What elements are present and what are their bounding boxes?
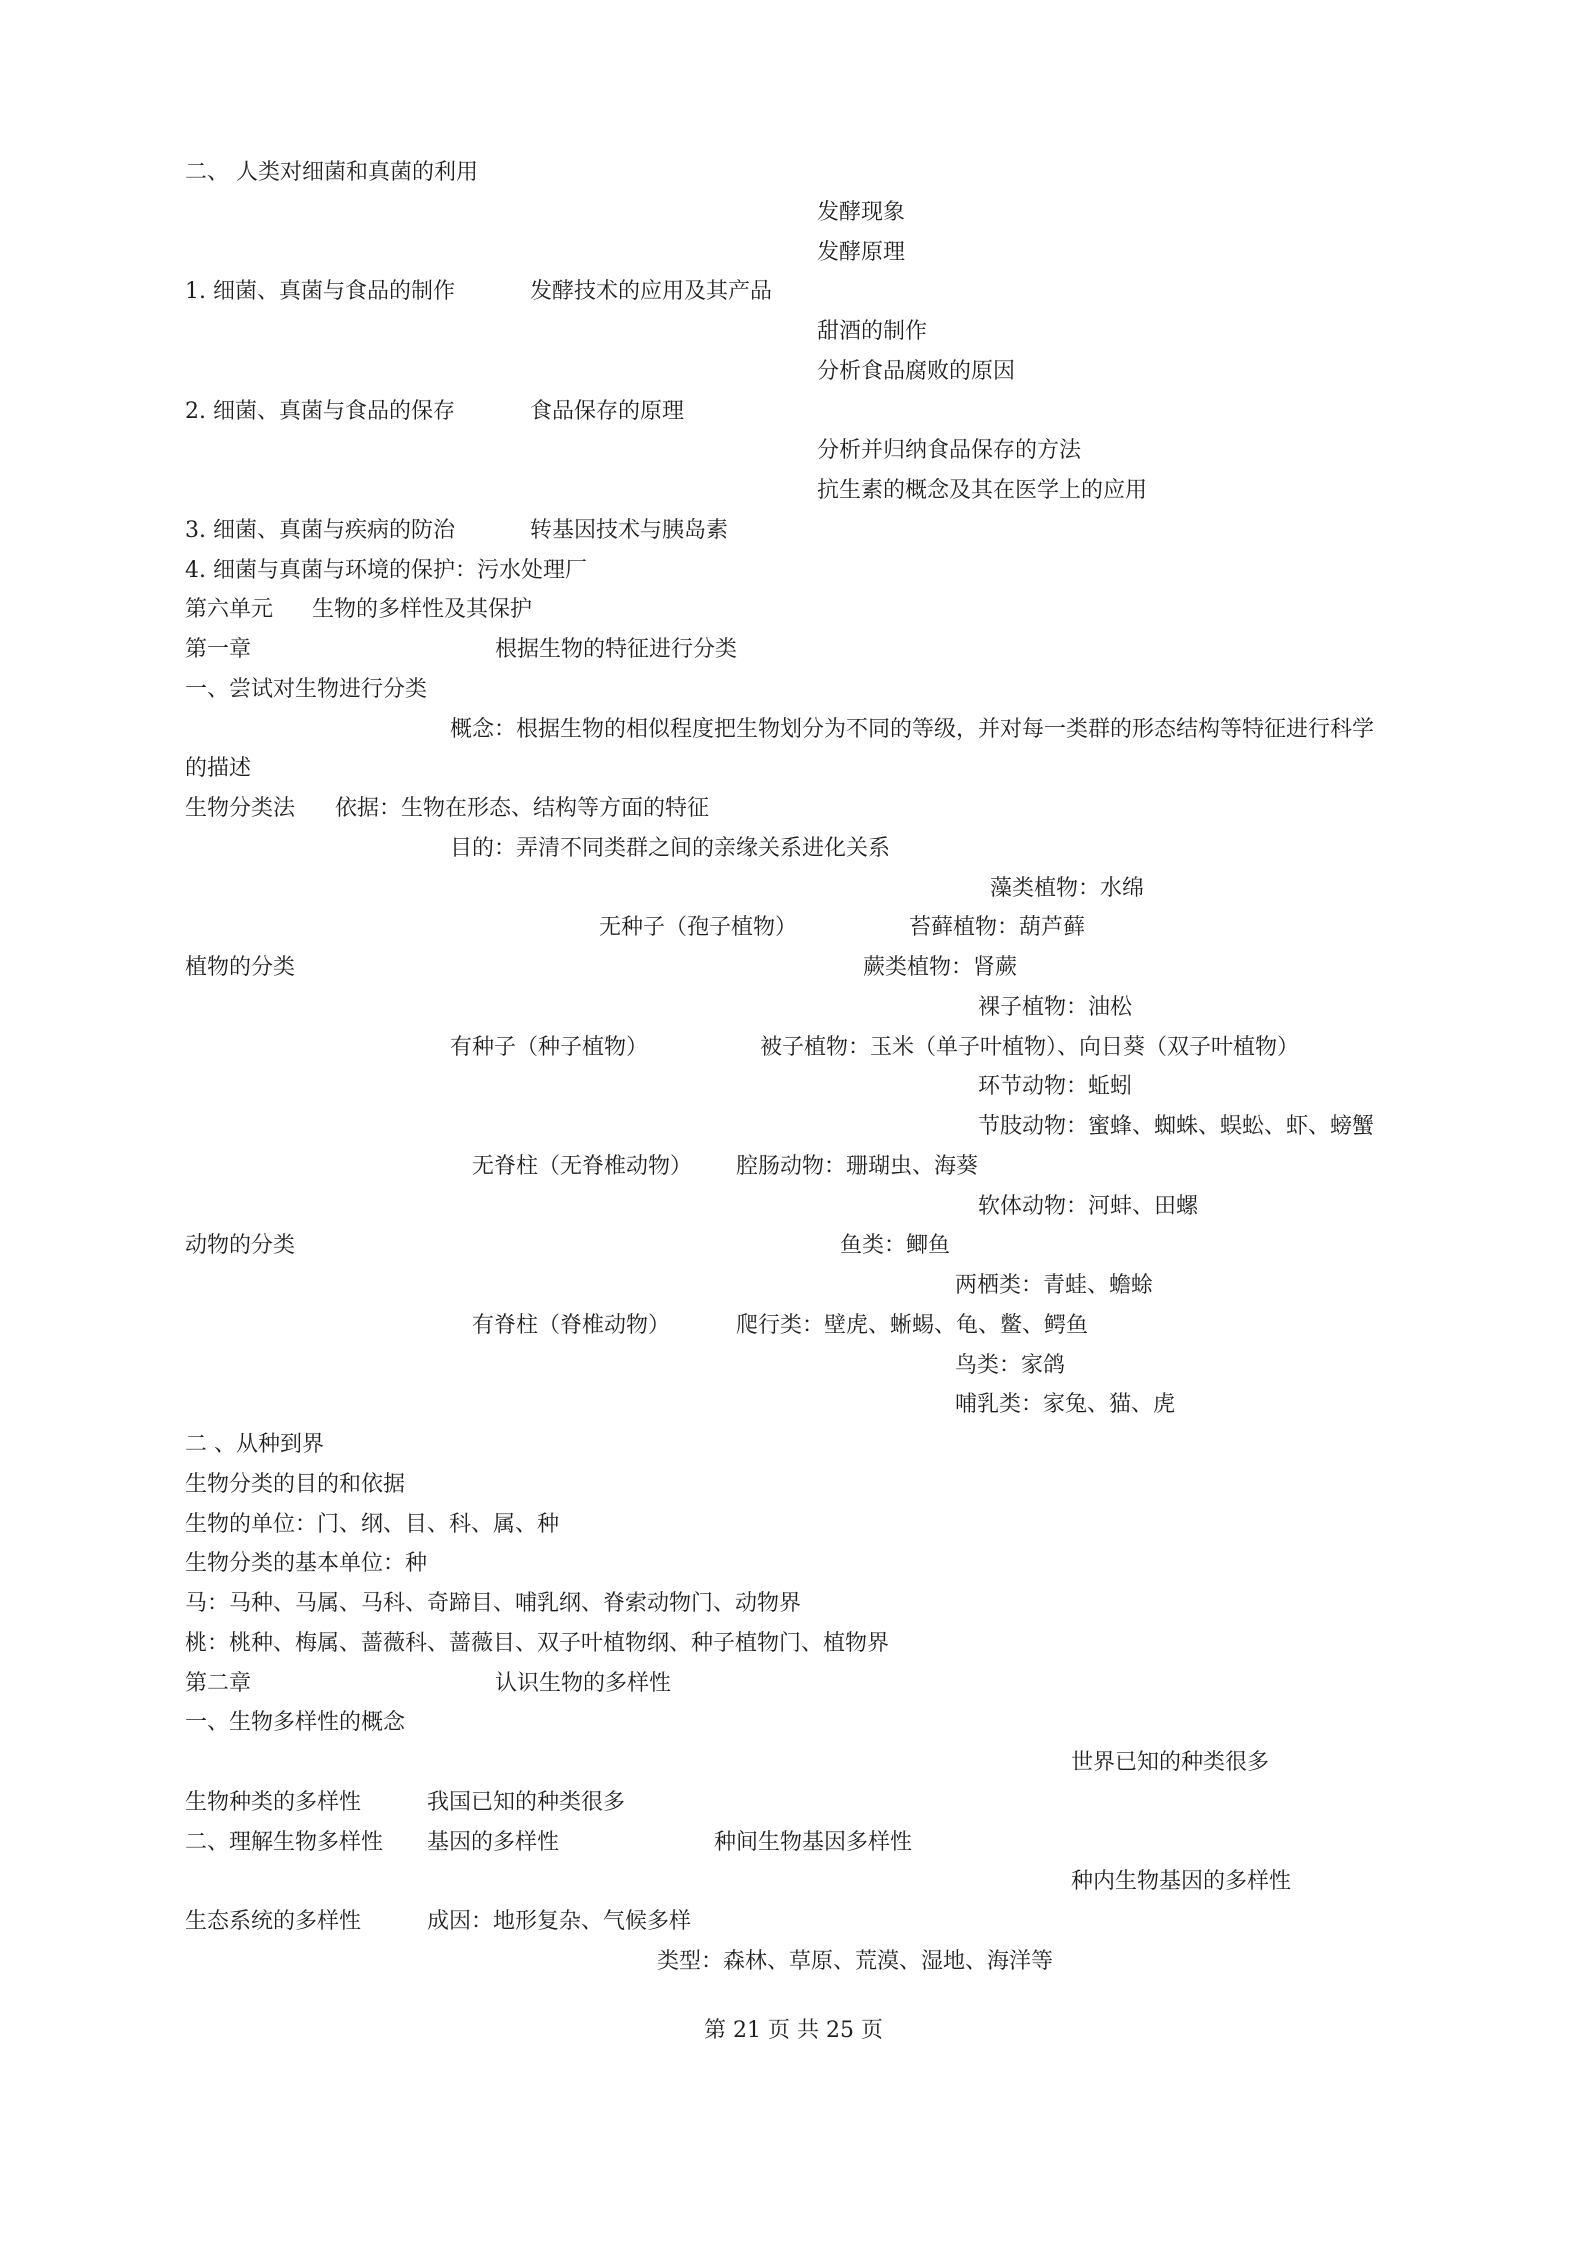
outline-branch-text: 发酵技术的应用及其产品: [530, 279, 773, 304]
outline-line-text: 种内生物基因的多样性: [1071, 1869, 1292, 1894]
outline-line-text: 一、生物多样性的概念: [185, 1710, 406, 1735]
outline-line-text: 第一章: [185, 637, 252, 662]
outline-line-text: 4. 细菌与真菌与环境的保护：污水处理厂: [185, 558, 587, 583]
outline-branch-text: 苔藓植物：葫芦藓: [909, 915, 1086, 940]
outline-line-text: 第六单元: [185, 597, 274, 622]
outline-line-text: 第二章: [185, 1671, 252, 1696]
outline-line-text: 分析并归纳食品保存的方法: [817, 438, 1082, 463]
outline-line-text: 概念：根据生物的相似程度把生物划分为不同的等级，并对每一类群的形态结构等特征进行科学: [450, 717, 1375, 742]
outline-branch-text: 根据生物的特征进行分类: [495, 637, 738, 662]
outline-branch-text: 认识生物的多样性: [495, 1671, 672, 1696]
outline-line-text: 发酵现象: [817, 200, 906, 225]
outline-line-text: 世界已知的种类很多: [1071, 1750, 1270, 1775]
outline-line-text: 有种子（种子植物）: [450, 1035, 649, 1060]
outline-line-text: 桃：桃种、梅属、蔷薇科、蔷薇目、双子叶植物纲、种子植物门、植物界: [185, 1631, 890, 1656]
outline-branch-text: 我国已知的种类很多: [427, 1790, 626, 1815]
outline-line-text: 生物的单位：门、纲、目、科、属、种: [185, 1512, 560, 1537]
outline-line-text: 鸟类：家鸽: [955, 1353, 1066, 1378]
outline-line-text: 生态系统的多样性: [185, 1909, 362, 1934]
outline-line-text: 两栖类：青蛙、蟾蜍: [955, 1273, 1154, 1298]
outline-line-text: 生物分类法: [185, 796, 296, 821]
outline-line-text: 生物种类的多样性: [185, 1790, 362, 1815]
outline-branch-text: 生物的多样性及其保护: [312, 597, 533, 622]
outline-line-text: 分析食品腐败的原因: [817, 359, 1016, 384]
outline-line-text: 马：马种、马属、马科、奇蹄目、哺乳纲、脊索动物门、动物界: [185, 1591, 802, 1616]
outline-line-text: 无脊柱（无脊椎动物）: [472, 1154, 693, 1179]
outline-branch-text: 食品保存的原理: [530, 399, 685, 424]
outline-line-text: 二 、从种到界: [185, 1432, 324, 1457]
outline-line-text: 环节动物：蚯蚓: [978, 1074, 1133, 1099]
outline-line-text: 植物的分类: [185, 955, 296, 980]
outline-branch-text: 爬行类：壁虎、蜥蜴、龟、鳖、鳄鱼: [736, 1313, 1089, 1338]
outline-branch-text: 蕨类植物：肾蕨: [863, 955, 1018, 980]
outline-branch-text: 鱼类：鲫鱼: [840, 1233, 951, 1258]
outline-branch-text: 转基因技术与胰岛素: [530, 518, 729, 543]
outline-line-text: 甜酒的制作: [817, 319, 928, 344]
outline-line-text: 2. 细菌、真菌与食品的保存: [185, 399, 455, 424]
outline-branch-text: 基因的多样性: [427, 1830, 560, 1855]
outline-branch-text: 种间生物基因多样性: [714, 1830, 913, 1855]
outline-line-text: 无种子（孢子植物）: [599, 915, 798, 940]
outline-line-text: 藻类植物：水绵: [990, 876, 1145, 901]
outline-line-text: 有脊柱（脊椎动物）: [472, 1313, 671, 1338]
outline-line-text: 软体动物：河蚌、田螺: [978, 1194, 1199, 1219]
outline-branch-text: 腔肠动物：珊瑚虫、海葵: [736, 1154, 979, 1179]
outline-line-text: 二、 人类对细菌和真菌的利用: [185, 160, 478, 185]
outline-line-text: 类型：森林、草原、荒漠、湿地、海洋等: [657, 1949, 1054, 1974]
page-number-footer: 第 21 页 共 25 页: [704, 2018, 883, 2043]
outline-line-text: 一、尝试对生物进行分类: [185, 677, 428, 702]
outline-branch-text: 依据：生物在形态、结构等方面的特征: [335, 796, 710, 821]
outline-line-text: 二、理解生物多样性: [185, 1830, 384, 1855]
outline-line-text: 动物的分类: [185, 1233, 296, 1258]
outline-line-text: 目的：弄清不同类群之间的亲缘关系进化关系: [450, 836, 891, 861]
outline-line-text: 发酵原理: [817, 240, 906, 265]
outline-line-text: 生物分类的基本单位：种: [185, 1551, 428, 1576]
outline-line-text: 哺乳类：家兔、猫、虎: [955, 1392, 1176, 1417]
outline-line-text: 生物分类的目的和依据: [185, 1472, 406, 1497]
outline-branch-text: 成因：地形复杂、气候多样: [427, 1909, 692, 1934]
outline-line-text: 节肢动物：蜜蜂、蜘蛛、蜈蚣、虾、螃蟹: [978, 1114, 1375, 1139]
outline-branch-text: 被子植物：玉米（单子叶植物）、向日葵（双子叶植物）: [760, 1035, 1300, 1060]
outline-line-text: 抗生素的概念及其在医学上的应用: [817, 478, 1148, 503]
outline-line-text: 裸子植物：油松: [978, 995, 1133, 1020]
outline-line-text: 3. 细菌、真菌与疾病的防治: [185, 518, 455, 543]
outline-line-text: 1. 细菌、真菌与食品的制作: [185, 279, 455, 304]
outline-line-text: 的描述: [185, 756, 252, 781]
